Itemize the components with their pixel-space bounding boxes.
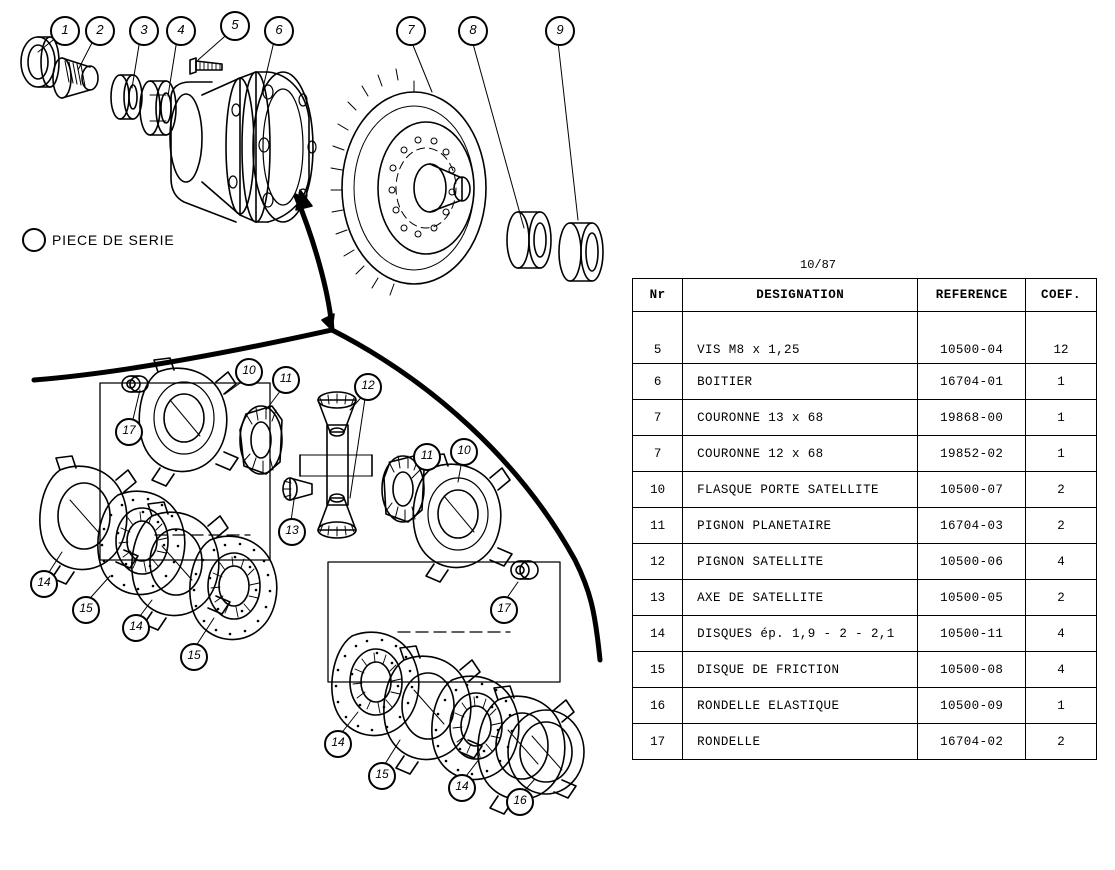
table-row	[633, 580, 1097, 616]
cell-coef: 2	[1026, 472, 1097, 508]
part-15-friction-disc-1	[98, 491, 185, 594]
callout-16[interactable]: 16	[506, 788, 534, 816]
cell-designation: COURONNE 13 x 68	[683, 400, 918, 436]
callout-12[interactable]: 12	[354, 373, 382, 401]
cell-coef: 2	[1026, 724, 1097, 760]
callout-13[interactable]: 13	[278, 518, 306, 546]
cell-reference: 10500-07	[918, 472, 1026, 508]
callout-2[interactable]: 2	[85, 16, 115, 46]
cell-reference: 10500-11	[918, 616, 1026, 652]
cell-coef: 4	[1026, 544, 1097, 580]
cell-designation: PIGNON PLANETAIRE	[683, 508, 918, 544]
table-row	[633, 400, 1097, 436]
part-11-side-gear-left	[240, 406, 282, 474]
cell-coef: 2	[1026, 580, 1097, 616]
callout-17-right[interactable]: 17	[490, 596, 518, 624]
cell-nr: 16	[633, 688, 683, 724]
callout-6[interactable]: 6	[264, 16, 294, 46]
cell-coef: 1	[1026, 688, 1097, 724]
cell-designation: RONDELLE ELASTIQUE	[683, 688, 918, 724]
cell-reference: 10500-04	[918, 312, 1026, 364]
callout-14-c[interactable]: 14	[324, 730, 352, 758]
cell-coef: 4	[1026, 616, 1097, 652]
callout-15-a[interactable]: 15	[72, 596, 100, 624]
callout-4[interactable]: 4	[166, 16, 196, 46]
callout-8[interactable]: 8	[458, 16, 488, 46]
cell-designation: DISQUES ép. 1,9 - 2 - 2,1	[683, 616, 918, 652]
cell-coef: 1	[1026, 400, 1097, 436]
cell-designation: AXE DE SATELLITE	[683, 580, 918, 616]
legend	[22, 228, 174, 252]
cell-reference: 16704-01	[918, 364, 1026, 400]
callout-15-b[interactable]: 15	[180, 643, 208, 671]
cell-reference: 16704-02	[918, 724, 1026, 760]
cell-nr: 13	[633, 580, 683, 616]
cell-coef: 4	[1026, 652, 1097, 688]
part-7-crown-gear	[331, 69, 486, 295]
callout-17-left[interactable]: 17	[115, 418, 143, 446]
cell-nr: 17	[633, 724, 683, 760]
callout-1[interactable]: 1	[50, 16, 80, 46]
part-6-housing	[170, 72, 316, 222]
callout-14-d[interactable]: 14	[448, 774, 476, 802]
callout-9[interactable]: 9	[545, 16, 575, 46]
table-row	[633, 364, 1097, 400]
table-row	[633, 616, 1097, 652]
parts-table	[632, 278, 1097, 760]
cell-nr: 7	[633, 436, 683, 472]
part-10-carrier-left	[139, 358, 238, 486]
cell-nr: 7	[633, 400, 683, 436]
cell-designation: BOITIER	[683, 364, 918, 400]
header-nr: Nr	[633, 279, 683, 312]
callout-11-left[interactable]: 11	[272, 366, 300, 394]
part-17-washer-2	[511, 561, 538, 579]
table-row	[633, 312, 1097, 364]
cell-nr: 5	[633, 312, 683, 364]
part-12-pinion-gears	[283, 392, 356, 538]
cell-coef: 1	[1026, 364, 1097, 400]
cell-reference: 19868-00	[918, 400, 1026, 436]
part-5-screw	[190, 58, 222, 74]
table-row	[633, 652, 1097, 688]
part-15-friction-disc-2	[190, 536, 277, 639]
callout-7[interactable]: 7	[396, 16, 426, 46]
part-9-ring	[559, 223, 603, 281]
cell-nr: 6	[633, 364, 683, 400]
table-row	[633, 688, 1097, 724]
part-10-carrier-right	[413, 454, 512, 582]
cell-designation: DISQUE DE FRICTION	[683, 652, 918, 688]
cell-designation: FLASQUE PORTE SATELLITE	[683, 472, 918, 508]
cell-nr: 12	[633, 544, 683, 580]
cell-nr: 15	[633, 652, 683, 688]
circle-outline-icon	[22, 228, 46, 252]
revision-date: 10/87	[800, 258, 837, 272]
cell-nr: 14	[633, 616, 683, 652]
cell-reference: 10500-05	[918, 580, 1026, 616]
callout-10-left[interactable]: 10	[235, 358, 263, 386]
cell-reference: 16704-03	[918, 508, 1026, 544]
part-3-spacer	[111, 75, 142, 119]
table-row	[633, 436, 1097, 472]
cell-reference: 10500-06	[918, 544, 1026, 580]
table-row	[633, 724, 1097, 760]
table-row	[633, 508, 1097, 544]
cell-designation: PIGNON SATELLITE	[683, 544, 918, 580]
callout-10-right[interactable]: 10	[450, 438, 478, 466]
callout-5[interactable]: 5	[220, 11, 250, 41]
cell-designation: RONDELLE	[683, 724, 918, 760]
cell-nr: 10	[633, 472, 683, 508]
cell-designation: COURONNE 12 x 68	[683, 436, 918, 472]
cell-coef: 1	[1026, 436, 1097, 472]
header-designation: DESIGNATION	[683, 279, 918, 312]
table-row	[633, 472, 1097, 508]
legend-label: PIECE DE SERIE	[52, 232, 175, 248]
callout-11-right[interactable]: 11	[413, 443, 441, 471]
cell-reference: 19852-02	[918, 436, 1026, 472]
part-16-elastic-washer	[508, 710, 584, 794]
part-13-cross-axle	[300, 425, 372, 505]
table-row	[633, 544, 1097, 580]
cell-reference: 10500-09	[918, 688, 1026, 724]
callout-3[interactable]: 3	[129, 16, 159, 46]
cell-nr: 11	[633, 508, 683, 544]
header-reference: REFERENCE	[918, 279, 1026, 312]
callout-15-c[interactable]: 15	[368, 762, 396, 790]
cell-coef: 12	[1026, 312, 1097, 364]
cell-coef: 2	[1026, 508, 1097, 544]
part-8-bearing	[507, 212, 551, 268]
header-coef: COEF.	[1026, 279, 1097, 312]
callout-14-a[interactable]: 14	[30, 570, 58, 598]
cell-reference: 10500-08	[918, 652, 1026, 688]
table-header-row	[633, 279, 1097, 312]
callout-14-b[interactable]: 14	[122, 614, 150, 642]
cell-designation: VIS M8 x 1,25	[683, 312, 918, 364]
